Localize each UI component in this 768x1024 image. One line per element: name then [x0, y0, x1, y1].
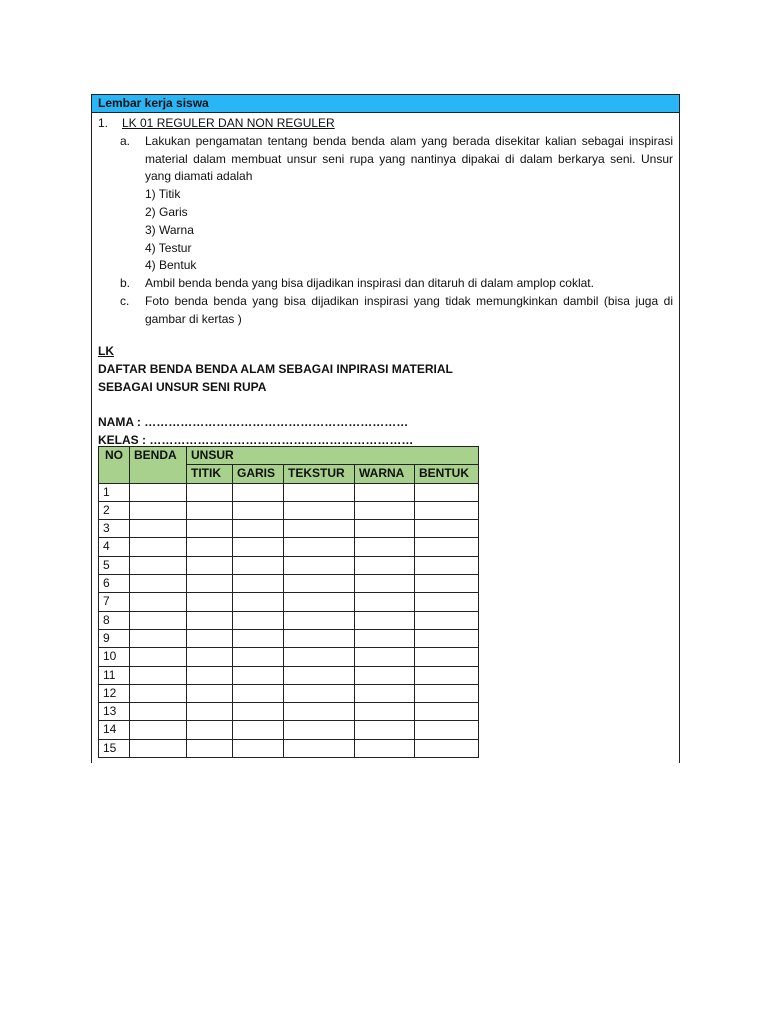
unsur-cell[interactable]	[415, 721, 479, 739]
unsur-cell[interactable]	[233, 739, 284, 757]
table-row	[99, 520, 479, 538]
col-benda-header: BENDA	[130, 447, 187, 484]
table-row	[99, 501, 479, 519]
benda-cell[interactable]	[130, 666, 187, 684]
table-row	[99, 721, 479, 739]
table-row	[99, 611, 479, 629]
row-number: 10	[99, 648, 130, 666]
lk-heading: LK	[98, 343, 114, 358]
table-row	[99, 739, 479, 757]
lk-title-line-1: DAFTAR BENDA BENDA ALAM SEBAGAI INPIRASI MATERIAL	[98, 361, 453, 376]
unsur-cell[interactable]	[355, 520, 415, 538]
unsur-cell[interactable]	[284, 703, 355, 721]
row-number: 2	[99, 501, 130, 519]
unsur-cell[interactable]	[355, 739, 415, 757]
worksheet-content	[92, 115, 679, 449]
unsur-cell[interactable]	[233, 684, 284, 702]
row-number: 7	[99, 593, 130, 611]
unsur-cell[interactable]	[187, 520, 233, 538]
row-number: 14	[99, 721, 130, 739]
nama-field[interactable]: NAMA : …………………………………………………………	[98, 414, 409, 429]
worksheet-header: Lembar kerja siswa	[92, 95, 679, 113]
row-number: 3	[99, 520, 130, 538]
row-number: 6	[99, 575, 130, 593]
unsur-cell[interactable]	[284, 629, 355, 647]
unsur-cell[interactable]	[233, 629, 284, 647]
kelas-field[interactable]: KELAS : …………………………………………………………	[98, 432, 414, 447]
unsur-cell[interactable]	[284, 538, 355, 556]
table-row	[99, 556, 479, 574]
unsur-cell[interactable]	[284, 520, 355, 538]
unsur-cell[interactable]	[187, 575, 233, 593]
unsur-cell[interactable]	[233, 593, 284, 611]
table-row	[99, 629, 479, 647]
unsur-cell[interactable]	[187, 611, 233, 629]
sub-item-c-label: c.	[120, 293, 130, 308]
benda-cell[interactable]	[130, 593, 187, 611]
benda-cell[interactable]	[130, 629, 187, 647]
unsur-cell[interactable]	[415, 648, 479, 666]
unsur-cell[interactable]	[284, 666, 355, 684]
unsur-cell[interactable]	[284, 611, 355, 629]
unsur-cell[interactable]	[415, 538, 479, 556]
unsur-cell[interactable]	[187, 501, 233, 519]
sub-item-b-label: b.	[120, 276, 131, 291]
unsur-cell[interactable]	[284, 593, 355, 611]
item-1	[98, 115, 673, 133]
benda-cell[interactable]	[130, 611, 187, 629]
sub-item-b-text: Ambil benda benda yang bisa dijadikan inspirasi dan ditaruh di dalam amplop coklat.	[145, 276, 594, 291]
unsur-cell[interactable]	[233, 501, 284, 519]
row-number: 15	[99, 739, 130, 757]
unsur-cell[interactable]	[233, 575, 284, 593]
unsur-cell[interactable]	[233, 556, 284, 574]
row-number: 13	[99, 703, 130, 721]
benda-cell[interactable]	[130, 501, 187, 519]
benda-cell[interactable]	[130, 556, 187, 574]
unsur-cell[interactable]	[233, 611, 284, 629]
benda-cell[interactable]	[130, 739, 187, 757]
benda-cell[interactable]	[130, 648, 187, 666]
unsur-cell[interactable]	[284, 483, 355, 501]
unsur-cell[interactable]	[233, 538, 284, 556]
col-garis-header: GARIS	[233, 465, 284, 483]
unsur-cell[interactable]	[187, 629, 233, 647]
benda-cell[interactable]	[130, 520, 187, 538]
col-bentuk-header: BENTUK	[415, 465, 479, 483]
unsur-cell[interactable]	[355, 721, 415, 739]
row-number: 4	[99, 538, 130, 556]
unsur-cell[interactable]	[355, 538, 415, 556]
unsur-cell[interactable]	[284, 721, 355, 739]
unsur-cell[interactable]	[355, 593, 415, 611]
unsur-cell[interactable]	[415, 739, 479, 757]
sub-item-a	[120, 133, 673, 275]
unsur-cell[interactable]	[187, 721, 233, 739]
unsur-cell[interactable]	[355, 629, 415, 647]
table-row	[99, 483, 479, 501]
unsur-cell[interactable]	[355, 501, 415, 519]
lk-section	[98, 342, 673, 396]
benda-cell[interactable]	[130, 575, 187, 593]
unsur-cell[interactable]	[415, 703, 479, 721]
unsur-cell[interactable]	[233, 520, 284, 538]
unsur-cell[interactable]	[415, 629, 479, 647]
unsur-cell[interactable]	[187, 483, 233, 501]
unsur-cell[interactable]	[355, 648, 415, 666]
benda-cell[interactable]	[130, 684, 187, 702]
unsur-cell[interactable]	[187, 556, 233, 574]
unsur-cell[interactable]	[233, 721, 284, 739]
table-row	[99, 684, 479, 702]
row-number: 5	[99, 556, 130, 574]
table-row	[99, 648, 479, 666]
sub-item-c	[120, 293, 673, 329]
unsur-list-item: 3) Warna	[145, 222, 194, 237]
table-row	[99, 703, 479, 721]
unsur-cell[interactable]	[187, 648, 233, 666]
benda-cell[interactable]	[130, 483, 187, 501]
row-number: 11	[99, 666, 130, 684]
sub-item-b	[120, 275, 673, 293]
observation-table	[98, 446, 479, 758]
unsur-cell[interactable]	[284, 684, 355, 702]
unsur-list-item: 4) Testur	[145, 240, 192, 255]
unsur-cell[interactable]	[415, 483, 479, 501]
unsur-cell[interactable]	[284, 501, 355, 519]
unsur-cell[interactable]	[284, 739, 355, 757]
unsur-cell[interactable]	[355, 666, 415, 684]
unsur-cell[interactable]	[233, 648, 284, 666]
table-row	[99, 593, 479, 611]
sub-item-a-label: a.	[120, 133, 131, 148]
unsur-cell[interactable]	[233, 703, 284, 721]
row-number: 1	[99, 483, 130, 501]
unsur-cell[interactable]	[187, 684, 233, 702]
unsur-cell[interactable]	[355, 575, 415, 593]
unsur-cell[interactable]	[187, 666, 233, 684]
unsur-cell[interactable]	[187, 538, 233, 556]
row-number: 9	[99, 629, 130, 647]
unsur-cell[interactable]	[187, 739, 233, 757]
table-row	[99, 666, 479, 684]
unsur-list-item: 4) Bentuk	[145, 258, 197, 273]
sub-item-c-text: Foto benda benda yang bisa dijadikan inspirasi yang tidak memungkinkan dambil (bisa juga di gambar di kertas )	[145, 293, 673, 326]
unsur-cell[interactable]	[355, 556, 415, 574]
worksheet-frame	[91, 94, 680, 763]
unsur-cell[interactable]	[355, 684, 415, 702]
row-number: 12	[99, 684, 130, 702]
sub-item-a-text: Lakukan pengamatan tentang benda benda alam yang berada disekitar kalian sebagai inspirasi material dalam membuat unsur seni rupa yang nantinya dipakai di dalam berkarya seni. Unsur yang diamati adalah	[145, 133, 673, 184]
unsur-cell[interactable]	[187, 703, 233, 721]
col-titik-header: TITIK	[187, 465, 233, 483]
unsur-cell[interactable]	[355, 483, 415, 501]
item-1-number: 1.	[98, 116, 109, 130]
col-no-header: NO	[99, 447, 130, 484]
benda-cell[interactable]	[130, 538, 187, 556]
unsur-cell[interactable]	[415, 666, 479, 684]
unsur-cell[interactable]	[284, 648, 355, 666]
unsur-cell[interactable]	[415, 556, 479, 574]
benda-cell[interactable]	[130, 721, 187, 739]
unsur-cell[interactable]	[415, 520, 479, 538]
col-tekstur-header: TEKSTUR	[284, 465, 355, 483]
unsur-cell[interactable]	[233, 483, 284, 501]
benda-cell[interactable]	[130, 703, 187, 721]
item-1-title: LK 01 REGULER DAN NON REGULER	[122, 116, 335, 130]
unsur-cell[interactable]	[284, 575, 355, 593]
unsur-cell[interactable]	[415, 501, 479, 519]
unsur-cell[interactable]	[355, 703, 415, 721]
lk-title-line-2: SEBAGAI UNSUR SENI RUPA	[98, 379, 267, 394]
unsur-cell[interactable]	[415, 575, 479, 593]
unsur-cell[interactable]	[233, 666, 284, 684]
unsur-cell[interactable]	[415, 684, 479, 702]
col-unsur-header: UNSUR	[187, 447, 479, 465]
row-number: 8	[99, 611, 130, 629]
table-row	[99, 575, 479, 593]
col-warna-header: WARNA	[355, 465, 415, 483]
unsur-cell[interactable]	[187, 593, 233, 611]
unsur-cell[interactable]	[284, 556, 355, 574]
unsur-cell[interactable]	[415, 593, 479, 611]
unsur-cell[interactable]	[415, 611, 479, 629]
unsur-cell[interactable]	[355, 611, 415, 629]
unsur-list-item: 1) Titik	[145, 187, 181, 202]
unsur-list-item: 2) Garis	[145, 204, 188, 219]
table-row	[99, 538, 479, 556]
